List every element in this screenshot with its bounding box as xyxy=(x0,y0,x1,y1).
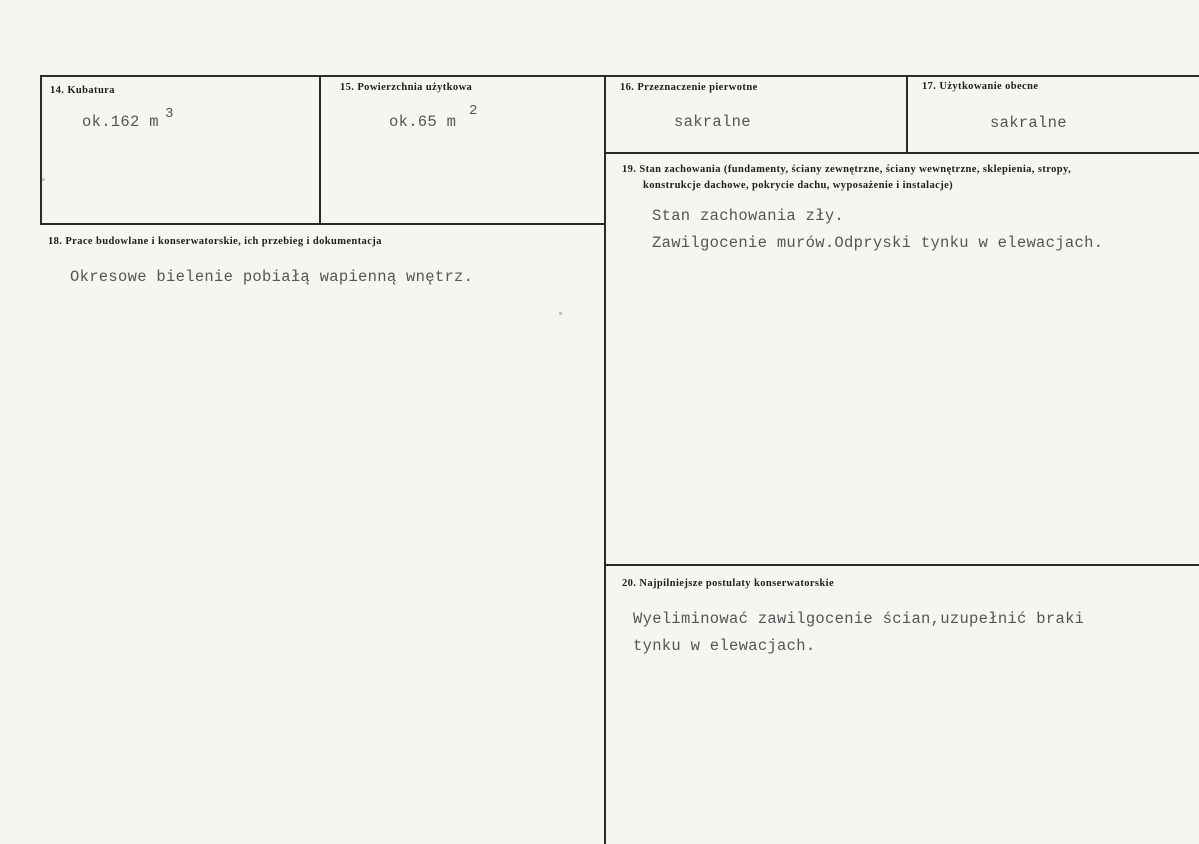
field-14-value: ok.162 m xyxy=(82,113,159,131)
row1-divider-left xyxy=(40,223,606,225)
row1-divider-right xyxy=(605,152,1199,154)
field-20-value-line1: Wyeliminować zawilgocenie ścian,uzupełnić braki xyxy=(633,610,1085,628)
field-15-label: 15. Powierzchnia użytkowa xyxy=(340,82,473,93)
row3-divider-right xyxy=(605,564,1199,566)
paper-speck xyxy=(559,312,562,315)
field-20-value-line2: tynku w elewacjach. xyxy=(633,637,816,655)
field-18-value: Okresowe bielenie pobiałą wapienną wnętrz. xyxy=(70,268,474,286)
field-16-label: 16. Przeznaczenie pierwotne xyxy=(620,82,758,93)
field-19-label-line1: 19. Stan zachowania (fundamenty, ściany zewnętrzne, ściany wewnętrzne, sklepienia, stropy, xyxy=(622,164,1072,175)
field-14-unit-exponent: 3 xyxy=(165,106,174,122)
field-14-label: 14. Kubatura xyxy=(50,85,115,96)
field-15-unit-exponent: 2 xyxy=(469,103,478,119)
center-divider xyxy=(604,75,606,844)
field-17-value: sakralne xyxy=(990,114,1067,132)
left-border xyxy=(40,75,42,225)
field-17-label: 17. Użytkowanie obecne xyxy=(922,81,1039,92)
field-19-value-line1: Stan zachowania zły. xyxy=(652,207,845,225)
field-18-label: 18. Prace budowlane i konserwatorskie, ich przebieg i dokumentacja xyxy=(48,236,382,247)
field-15-value: ok.65 m xyxy=(389,113,457,131)
top-border xyxy=(40,75,1199,77)
field-20-label: 20. Najpilniejsze postulaty konserwatorskie xyxy=(622,578,835,589)
field-19-value-line2: Zawilgocenie murów.Odpryski tynku w elewacjach. xyxy=(652,234,1104,252)
divider-16-17 xyxy=(906,75,908,154)
field-19-label-line2: konstrukcje dachowe, pokrycie dachu, wyposażenie i instalacje) xyxy=(643,180,954,191)
divider-14-15 xyxy=(319,75,321,225)
paper-speck xyxy=(42,178,45,181)
field-16-value: sakralne xyxy=(674,113,751,131)
